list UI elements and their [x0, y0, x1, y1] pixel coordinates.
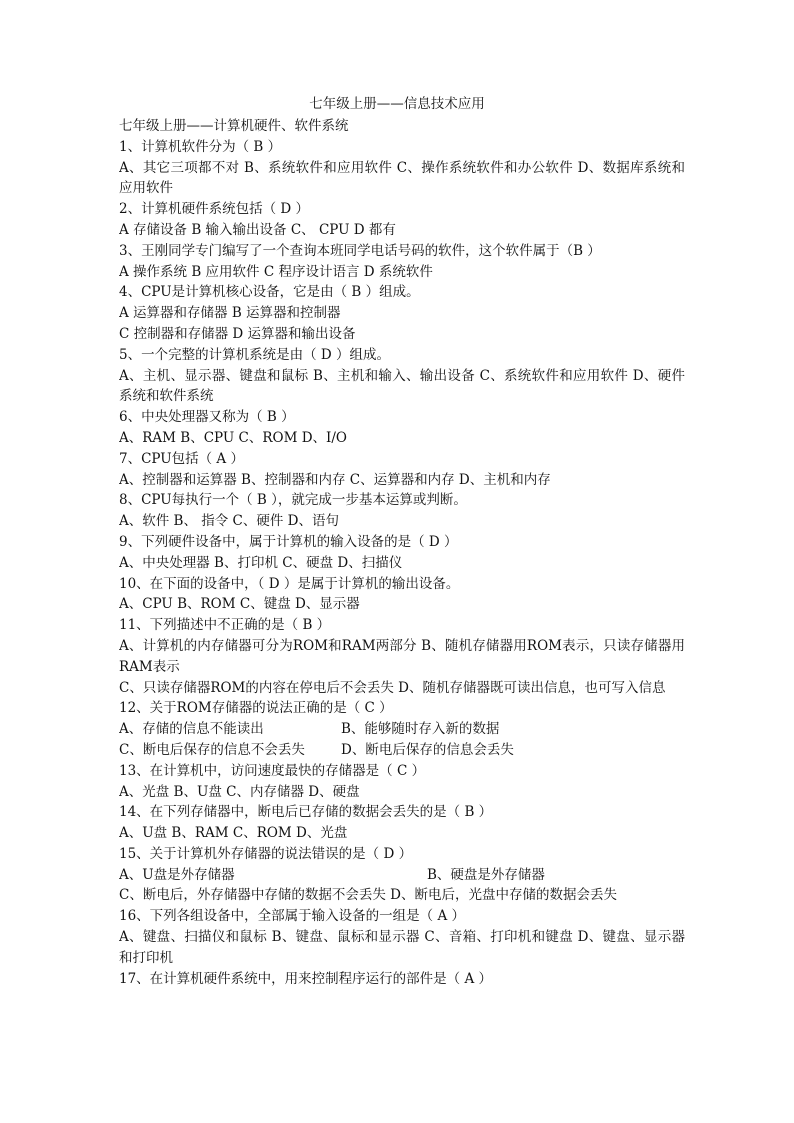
document-title: 七年级上册——信息技术应用 — [309, 96, 485, 112]
question-options: A、主机、显示器、键盘和鼠标 B、主机和输入、输出设备 C、系统软件和应用软件 D、硬件系统和软件系统 — [119, 367, 685, 405]
section-heading: 七年级上册——计算机硬件、软件系统 — [119, 118, 349, 134]
question-options: A、键盘、扫描仪和鼠标 B、键盘、鼠标和显示器 C、音箱、打印机和键盘 D、键盘、显示器和打印机 — [119, 929, 685, 966]
question-text: 6、中央处理器又称为（ B ） — [119, 409, 295, 426]
question-options: A 运算器和存储器 B 运算器和控制器 — [119, 305, 341, 322]
document-body — [119, 116, 685, 989]
question-options: A、CPU B、ROM C、键盘 D、显示器 — [119, 596, 360, 613]
question-options: C、只读存储器ROM的内容在停电后不会丢失 D、随机存储器既可读出信息，也可写入信息 — [119, 679, 666, 696]
question-text: 4、CPU是计算机核心设备，它是由（ B ）组成。 — [119, 284, 420, 301]
question-options-row — [119, 865, 685, 886]
question-options-row — [119, 740, 685, 761]
question-options-row — [119, 719, 685, 740]
question-text: 5、一个完整的计算机系统是由（ D ）组成。 — [119, 346, 390, 363]
question-text: 15、关于计算机外存储器的说法错误的是（ D ） — [119, 845, 413, 862]
question-options: A、U盘 B、RAM C、ROM D、光盘 — [119, 825, 348, 842]
question-text: 10、在下面的设备中，（ D ）是属于计算机的输出设备。 — [119, 575, 460, 592]
question-options: A、中央处理器 B、打印机 C、硬盘 D、扫描仪 — [119, 554, 403, 571]
option-c: C、断电后保存的信息不会丢失 — [119, 741, 305, 758]
question-text: 12、关于ROM存储器的说法正确的是（ C ） — [119, 700, 393, 717]
question-text: 1、计算机软件分为（ B ） — [119, 138, 282, 155]
question-options: A、其它三项都不对 B、系统软件和应用软件 C、操作系统软件和办公软件 D、数据库系统和应用软件 — [119, 159, 685, 197]
question-text: 7、CPU包括（ A ） — [119, 450, 244, 467]
question-options: A、计算机的内存储器可分为ROM和RAM两部分 B、随机存储器用ROM表示，只读存储器用RAM表示 — [119, 637, 685, 675]
question-options: A 存储设备 B 输入输出设备 C、 CPU D 都有 — [119, 221, 396, 238]
question-options: A、软件 B、 指令 C、硬件 D、语句 — [119, 513, 339, 530]
option-b: B、硬盘是外存储器 — [427, 866, 545, 883]
question-text: 3、王刚同学专门编写了一个查询本班同学电话号码的软件，这个软件属于（B ） — [119, 242, 601, 259]
option-b: B、能够随时存入新的数据 — [341, 721, 500, 738]
question-text: 8、CPU每执行一个（ B ），就完成一步基本运算或判断。 — [119, 492, 467, 509]
question-text: 2、计算机硬件系统包括（ D ） — [119, 201, 309, 218]
question-options: C 控制器和存储器 D 运算器和输出设备 — [119, 325, 356, 342]
question-text: 9、下列硬件设备中，属于计算机的输入设备的是（ D ） — [119, 533, 458, 550]
question-text: 16、下列各组设备中，全部属于输入设备的一组是（ A ） — [119, 908, 466, 925]
option-d: D、断电后保存的信息会丢失 — [341, 741, 514, 758]
question-options: C、断电后，外存储器中存储的数据不会丢失 D、断电后，光盘中存储的数据会丢失 — [119, 887, 617, 904]
option-a: A、U盘是外存储器 — [119, 866, 235, 883]
question-text: 13、在计算机中，访问速度最快的存储器是（ C ） — [119, 762, 426, 779]
question-text: 17、在计算机硬件系统中，用来控制程序运行的部件是（ A ） — [119, 970, 493, 987]
question-options: A 操作系统 B 应用软件 C 程序设计语言 D 系统软件 — [119, 263, 433, 280]
question-text: 11、下列描述中不正确的是（ B ） — [119, 617, 331, 634]
question-options: A、RAM B、CPU C、ROM D、I/O — [119, 429, 347, 446]
question-text: 14、在下列存储器中，断电后已存储的数据会丢失的是（ B ） — [119, 804, 493, 821]
question-options: A、光盘 B、U盘 C、内存储器 D、硬盘 — [119, 783, 360, 800]
question-options: A、控制器和运算器 B、控制器和内存 C、运算器和内存 D、主机和内存 — [119, 471, 551, 488]
option-a: A、存储的信息不能读出 — [119, 721, 264, 738]
